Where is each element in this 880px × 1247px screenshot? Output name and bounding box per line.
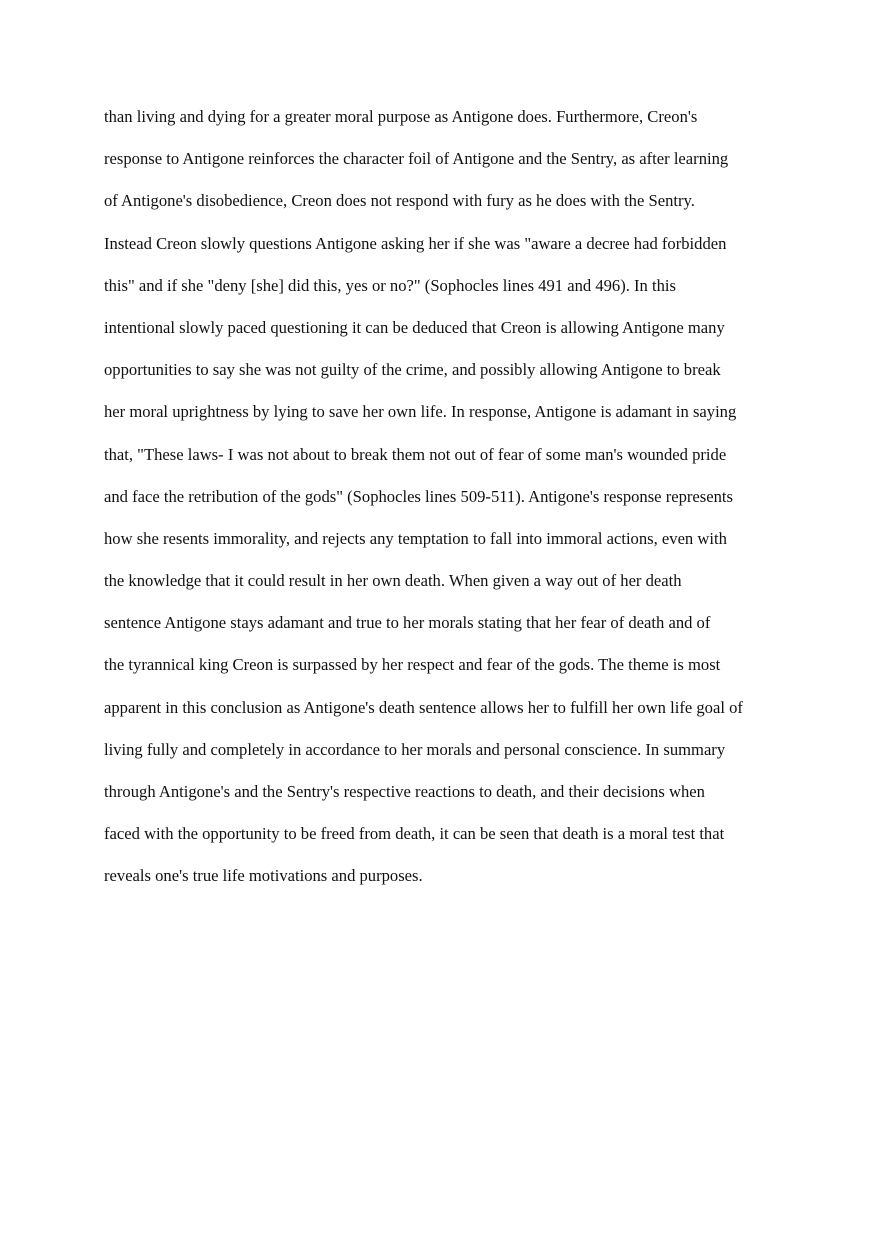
- essay-paragraph: [104, 104, 804, 906]
- text-line: than living and dying for a greater moral purpose as Antigone does. Furthermore, Creon's: [104, 107, 698, 126]
- text-line: response to Antigone reinforces the character foil of Antigone and the Sentry, as after learning: [104, 149, 729, 169]
- text-line: reveals one's true life motivations and purposes.: [104, 866, 423, 886]
- text-line: that, "These laws- I was not about to break them not out of fear of some man's wounded pride: [104, 444, 727, 464]
- text-line: the tyrannical king Creon is surpassed by her respect and fear of the gods. The theme is most: [104, 655, 721, 675]
- text-line: intentional slowly paced questioning it can be deduced that Creon is allowing Antigone many: [104, 317, 725, 337]
- text-line: how she resents immorality, and rejects any temptation to fall into immoral actions, even with: [104, 528, 727, 548]
- text-line: her moral uprightness by lying to save her own life. In response, Antigone is adamant in saying: [104, 402, 737, 422]
- text-line: and face the retribution of the gods" (Sophocles lines 509-511). Antigone's response represents: [104, 486, 733, 506]
- text-line: this" and if she "deny [she] did this, yes or no?" (Sophocles lines 491 and 496). In this: [104, 275, 676, 295]
- text-line: Instead Creon slowly questions Antigone asking her if she was "aware a decree had forbidden: [104, 233, 727, 253]
- text-line: of Antigone's disobedience, Creon does not respond with fury as he does with the Sentry.: [104, 191, 695, 211]
- text-line: sentence Antigone stays adamant and true to her morals stating that her fear of death and of: [104, 613, 711, 633]
- text-line: the knowledge that it could result in her own death. When given a way out of her death: [104, 571, 682, 591]
- text-line: through Antigone's and the Sentry's respective reactions to death, and their decisions when: [104, 782, 705, 801]
- text-line: apparent in this conclusion as Antigone's death sentence allows her to fulfill her own life goal of: [104, 697, 743, 717]
- text-line: living fully and completely in accordance to her morals and personal conscience. In summary: [104, 739, 726, 759]
- text-line: opportunities to say she was not guilty of the crime, and possibly allowing Antigone to break: [104, 360, 721, 380]
- text-line: faced with the opportunity to be freed from death, it can be seen that death is a moral test that: [104, 824, 725, 844]
